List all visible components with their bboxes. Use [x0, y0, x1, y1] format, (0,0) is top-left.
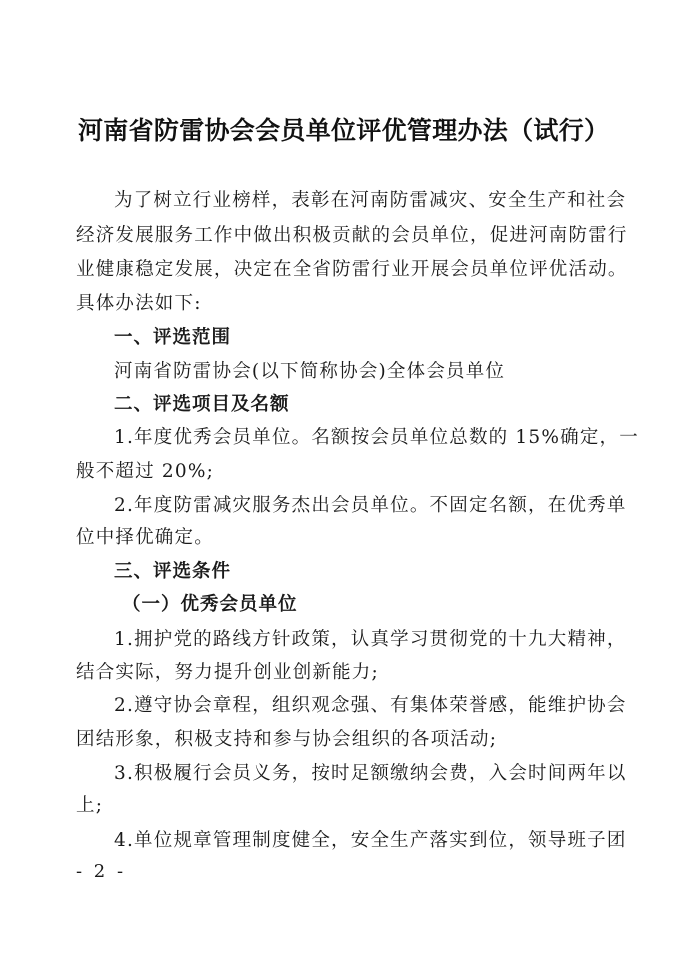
- section-heading: 二、评选项目及名额: [114, 394, 290, 415]
- paragraph-line: 般不超过 20%;: [76, 461, 215, 482]
- paragraph-line: 结合实际，努力提升创业创新能力;: [76, 662, 379, 683]
- paragraph-line: 经济发展服务工作中做出积极贡献的会员单位，促进河南防雷行: [76, 225, 628, 246]
- paragraph-line: 2.遵守协会章程，组织观念强、有集体荣誉感，能维护协会: [114, 695, 627, 716]
- paragraph-line: 1.年度优秀会员单位。名额按会员单位总数的 15%确定，一: [114, 427, 639, 448]
- paragraph-line: 位中择优确定。: [76, 527, 214, 548]
- paragraph-line: 上;: [76, 795, 104, 816]
- paragraph-line: 2.年度防雷减灾服务杰出会员单位。不固定名额，在优秀单: [114, 495, 627, 516]
- section-heading: 三、评选条件: [114, 561, 232, 582]
- paragraph-line: 3.积极履行会员义务，按时足额缴纳会费，入会时间两年以: [114, 763, 627, 784]
- paragraph-line: 团结形象，积极支持和参与协会组织的各项活动;: [76, 729, 498, 750]
- paragraph-line: 1.拥护党的路线方针政策，认真学习贯彻党的十九大精神，: [114, 629, 627, 650]
- paragraph-line: 为了树立行业榜样，表彰在河南防雷减灾、安全生产和社会: [114, 190, 627, 211]
- page-number: - 2 -: [76, 861, 127, 882]
- document-title: 河南省防雷协会会员单位评优管理办法（试行）: [78, 116, 610, 145]
- subsection-heading: （一）优秀会员单位: [122, 594, 298, 615]
- section-heading: 一、评选范围: [114, 327, 232, 348]
- paragraph-line: 河南省防雷协会(以下简称协会)全体会员单位: [114, 361, 506, 382]
- paragraph-line: 业健康稳定发展，决定在全省防雷行业开展会员单位评优活动。: [76, 259, 628, 280]
- paragraph-line: 具体办法如下:: [76, 293, 202, 314]
- paragraph-line: 4.单位规章管理制度健全，安全生产落实到位，领导班子团: [114, 830, 627, 851]
